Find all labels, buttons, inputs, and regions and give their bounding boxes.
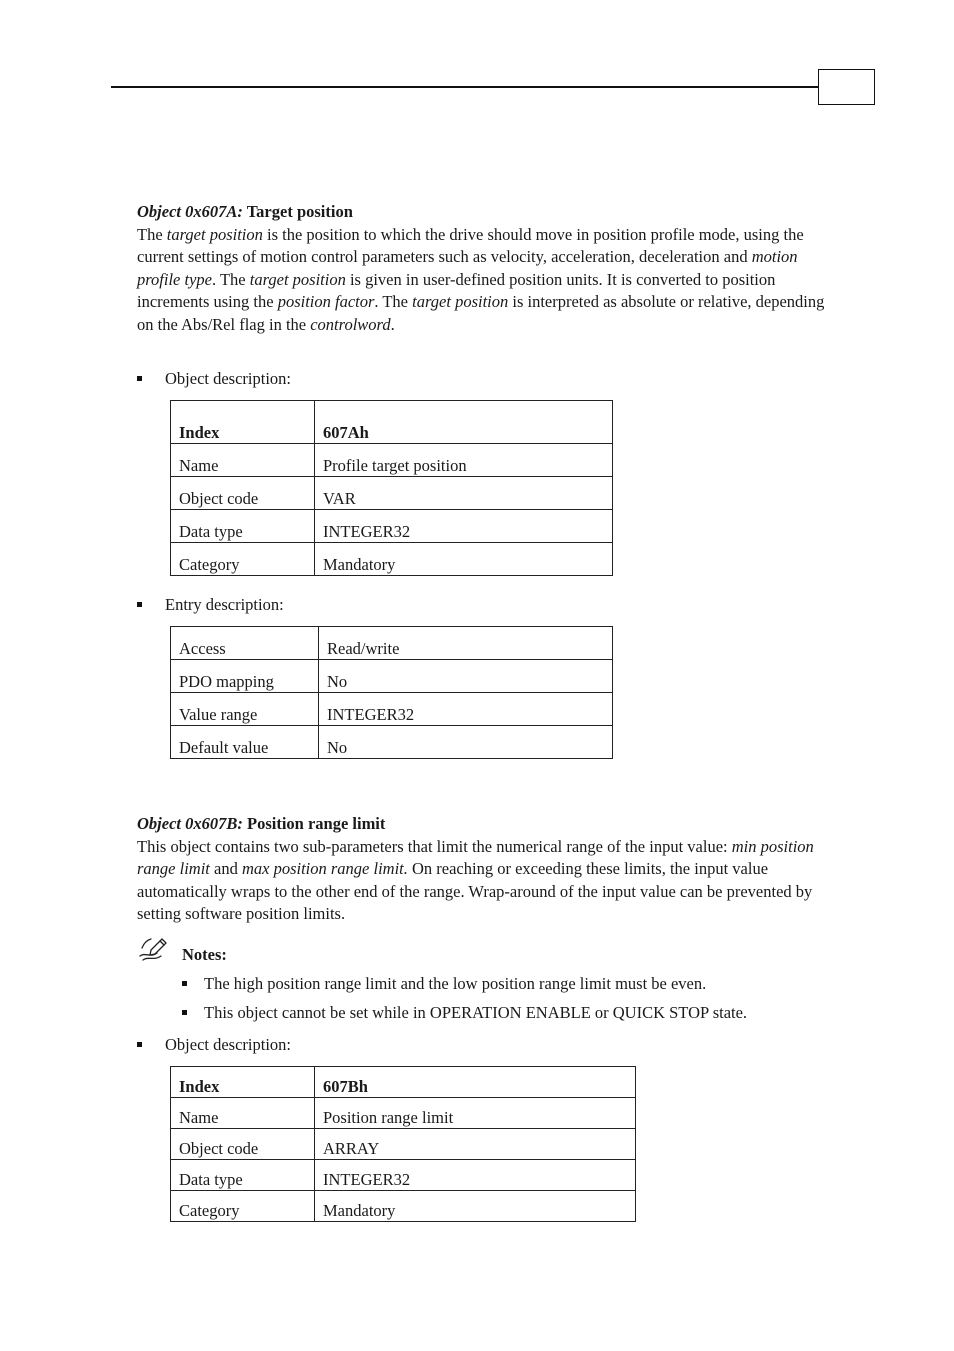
object-description-table [170,1066,636,1222]
text-run: On reaching or exceeding these limits, the input value automatically wraps to the other end of the range. Wrap-around of the input value can be prevented by setting software position limits. [137,859,813,924]
italic-term: controlword [310,314,391,334]
italic-term: target position [412,292,509,312]
bullet-object-description [137,368,291,391]
table-row [171,477,613,510]
value-cell: INTEGER32 [315,1160,636,1191]
bullet-marker [137,1042,142,1047]
property-cell: Value range [171,693,319,726]
table-row [171,1067,636,1098]
object-id: Object 0x607B: [137,814,243,833]
text-run: . The [374,292,413,312]
value-cell: 607Bh [315,1067,636,1098]
property-cell: PDO mapping [171,660,319,693]
property-cell: Index [171,401,315,444]
bullet-marker [137,376,142,381]
italic-term: max position range limit. [241,859,408,879]
note-text: This object cannot be set while in OPERATION ENABLE or QUICK STOP state. [204,1003,748,1022]
italic-term: min position range limit [137,836,814,879]
property-cell: Data type [171,510,315,543]
value-cell: 607Ah [315,401,613,444]
property-cell: Name [171,444,315,477]
note-item [182,1002,747,1025]
bullet-label: Entry description: [165,595,284,614]
text-run: . The [212,269,250,289]
value-cell: Profile target position [315,444,613,477]
section-paragraph [137,836,827,926]
value-cell: INTEGER32 [315,510,613,543]
table-row [171,1191,636,1222]
object-description-table [170,400,613,576]
table-row [171,627,613,660]
bullet-object-description [137,1034,291,1057]
property-cell: Data type [171,1160,315,1191]
bullet-label: Object description: [165,369,292,388]
italic-term: target position [166,224,263,244]
value-cell: Position range limit [315,1098,636,1129]
object-title: Position range limit [246,814,386,833]
object-title: Target position [246,202,353,221]
value-cell: Mandatory [315,1191,636,1222]
text-run: . [390,314,395,334]
table-row [171,401,613,444]
section-heading [137,813,827,836]
object-id: Object 0x607A: [137,202,243,221]
notes-pencil-icon [137,934,169,964]
table-row [171,1098,636,1129]
note-text: The high position range limit and the low position range limit must be even. [204,974,707,993]
table-row [171,693,613,726]
entry-description-table [170,626,613,759]
text-run: is interpreted as absolute or relative, depending on the Abs/Rel flag in the [137,292,825,334]
bullet-marker [182,1010,187,1015]
page-number-box [818,69,875,105]
italic-term: target position [249,269,346,289]
table-row [171,444,613,477]
text-run: is the position to which the drive should move in position profile mode, using the current settings of motion control parameters such as velocity, acceleration, deceleration and [137,224,804,267]
table-row [171,510,613,543]
bullet-marker [137,602,142,607]
section-position-range-limit [137,813,827,926]
note-item [182,973,706,996]
property-cell: Category [171,543,315,576]
property-cell: Default value [171,726,319,759]
value-cell: No [319,726,613,759]
section-heading [137,201,827,224]
value-cell: Mandatory [315,543,613,576]
value-cell: No [319,660,613,693]
table-row [171,543,613,576]
bullet-marker [182,981,187,986]
value-cell: INTEGER32 [319,693,613,726]
header-rule [111,86,819,88]
text-run: The [137,224,167,244]
value-cell: Read/write [319,627,613,660]
text-run: This object contains two sub-parameters that limit the numerical range of the input value: [137,836,732,856]
table-row [171,660,613,693]
bullet-label: Object description: [165,1035,292,1054]
italic-term: position factor [277,292,375,312]
text-run: and [209,859,242,879]
text-run: is given in user-defined position units. It is converted to position increments using the [137,269,776,312]
property-cell: Access [171,627,319,660]
notes-label: Notes: [182,945,227,964]
property-cell: Name [171,1098,315,1129]
italic-term: motion profile type [137,247,798,289]
section-paragraph [137,224,827,337]
property-cell: Category [171,1191,315,1222]
property-cell: Object code [171,477,315,510]
property-cell: Object code [171,1129,315,1160]
property-cell: Index [171,1067,315,1098]
table-row [171,1129,636,1160]
table-row [171,1160,636,1191]
table-row [171,726,613,759]
value-cell: VAR [315,477,613,510]
value-cell: ARRAY [315,1129,636,1160]
bullet-entry-description [137,594,284,617]
section-target-position [137,201,827,337]
